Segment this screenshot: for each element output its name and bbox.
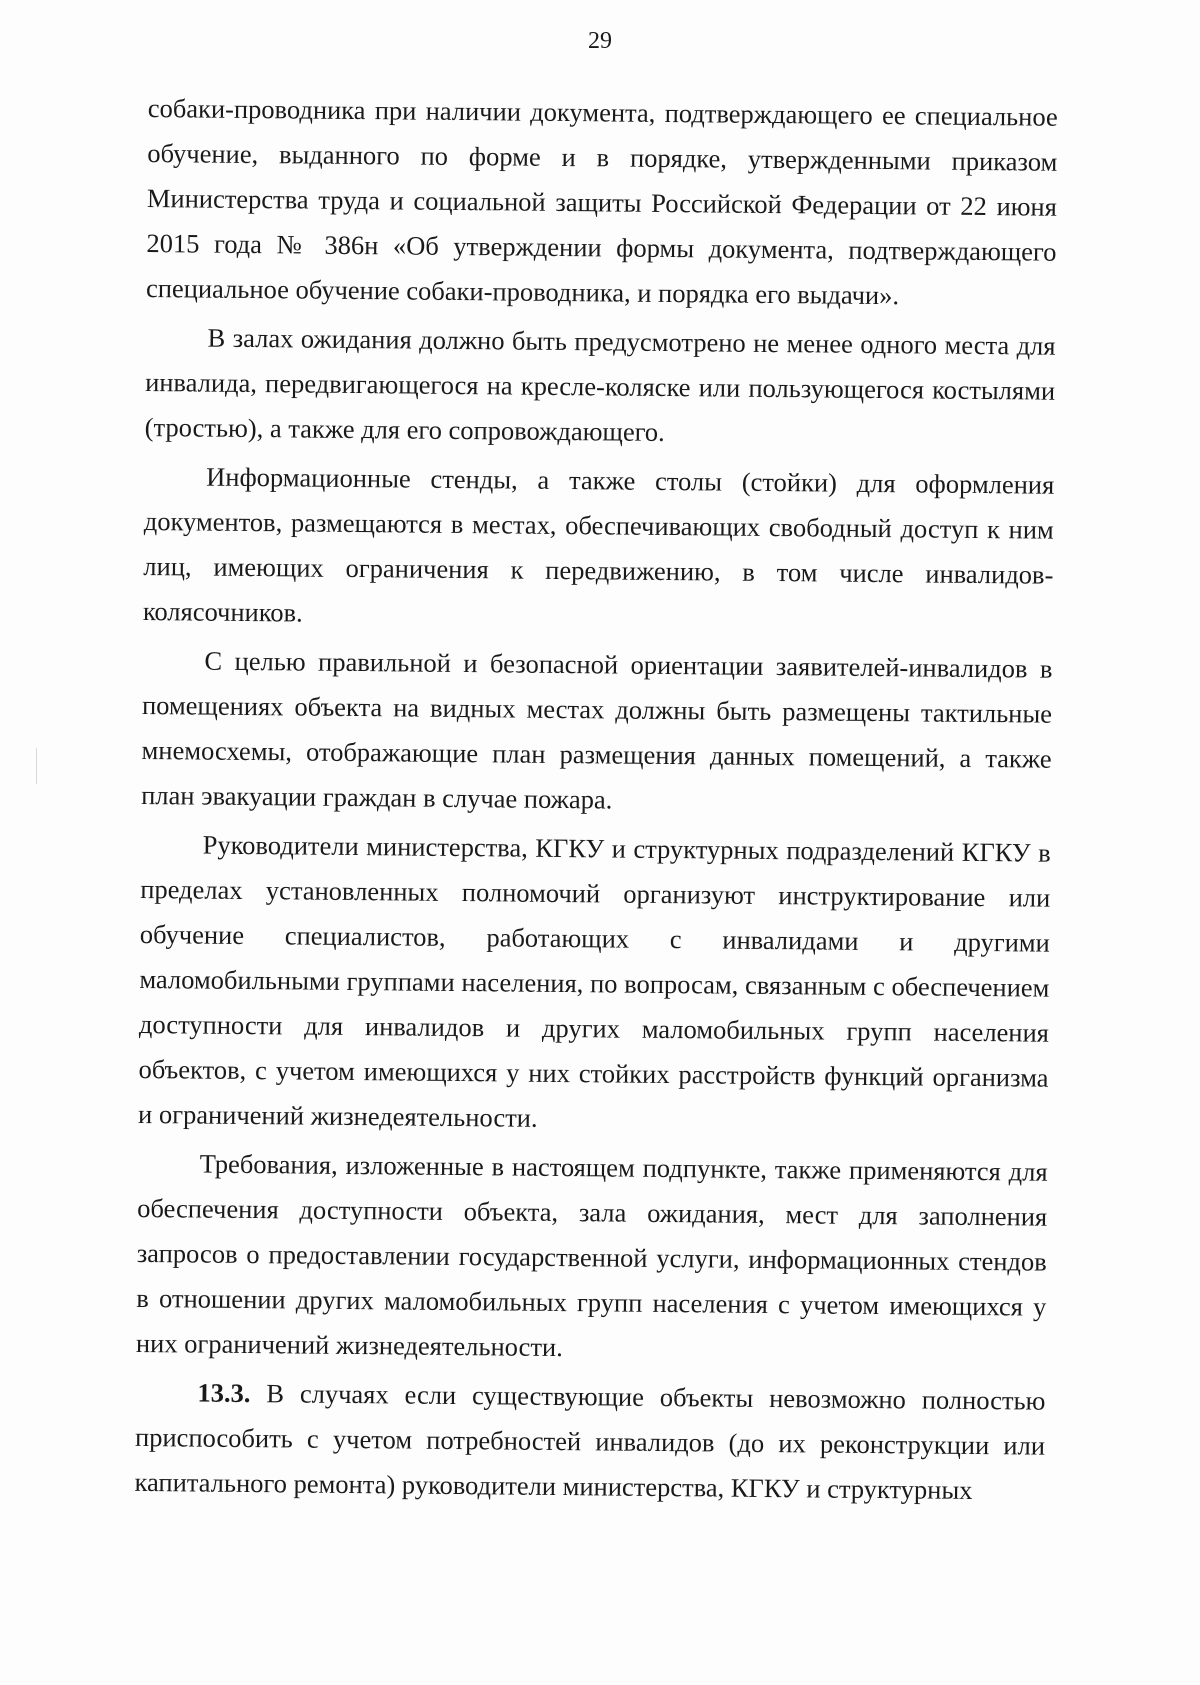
paragraph-guide-dog-continuation: собаки-проводника при наличии документа, подтверждающего ее специальное обучение, выданного по форме и в порядке, утвержденными приказом Министерства труда и социальной защиты Российской Федерации от 22 июня 2015 года № 386н «Об утверждении формы документа, подтверждающего специальное обучение собаки-проводника, и порядка его выдачи».	[145, 92, 1058, 311]
paragraph-13-3	[134, 1370, 1045, 1514]
page-number: 29	[588, 28, 612, 54]
document-body	[134, 86, 1058, 1518]
clause-number: 13.3.	[197, 1377, 251, 1409]
paragraph-staff-training: Руководители министерства, КГКУ и структурных подразделений КГКУ в пределах установленных полномочий организуют инструктирование или обучение специалистов, работающих с инвалидами и другими маломобильными группами населения, по вопросам, связанным с обеспечением доступности для инвалидов и других маломобильных групп населения объектов, с учетом имеющихся у них стойких расстройств функций организма и ограничений жизнедеятельности.	[137, 829, 1051, 1133]
paragraph-information-stands: Информационные стенды, а также столы (стойки) для оформления документов, размещаются в местах, обеспечивающих свободный доступ к ним лиц, имеющих ограничения к передвижению, в том числе инвалидов-колясочников.	[142, 461, 1055, 628]
clause-text: В случаях если существующие объекты невозможно полностью приспособить с учетом потребностей инвалидов (до их реконструкции или капитального ремонта) руководители министерства, КГКУ и структурных	[134, 1378, 1046, 1505]
paragraph-waiting-halls: В залах ожидания должно быть предусмотрено не менее одного места для инвалида, передвигающегося на кресле-коляске или пользующегося костылями (тростью), а также для его сопровождающего.	[144, 322, 1056, 447]
paragraph-tactile-schemes: С целью правильной и безопасной ориентации заявителей-инвалидов в помещениях объекта на видных местах должны быть размещены тактильные мнемосхемы, отображающие план размещения данных помещений, а также план эвакуации граждан в случае пожара.	[141, 645, 1053, 815]
scan-margin-mark	[36, 748, 37, 784]
paragraph-requirements-scope: Требования, изложенные в настоящем подпункте, также применяются для обеспечения доступности объекта, зала ожидания, мест для заполнения запросов о предоставлении государственной услуги, информационных стендов в отношении других маломобильных групп населения с учетом имеющихся у них ограничений жизнедеятельности.	[135, 1148, 1048, 1363]
